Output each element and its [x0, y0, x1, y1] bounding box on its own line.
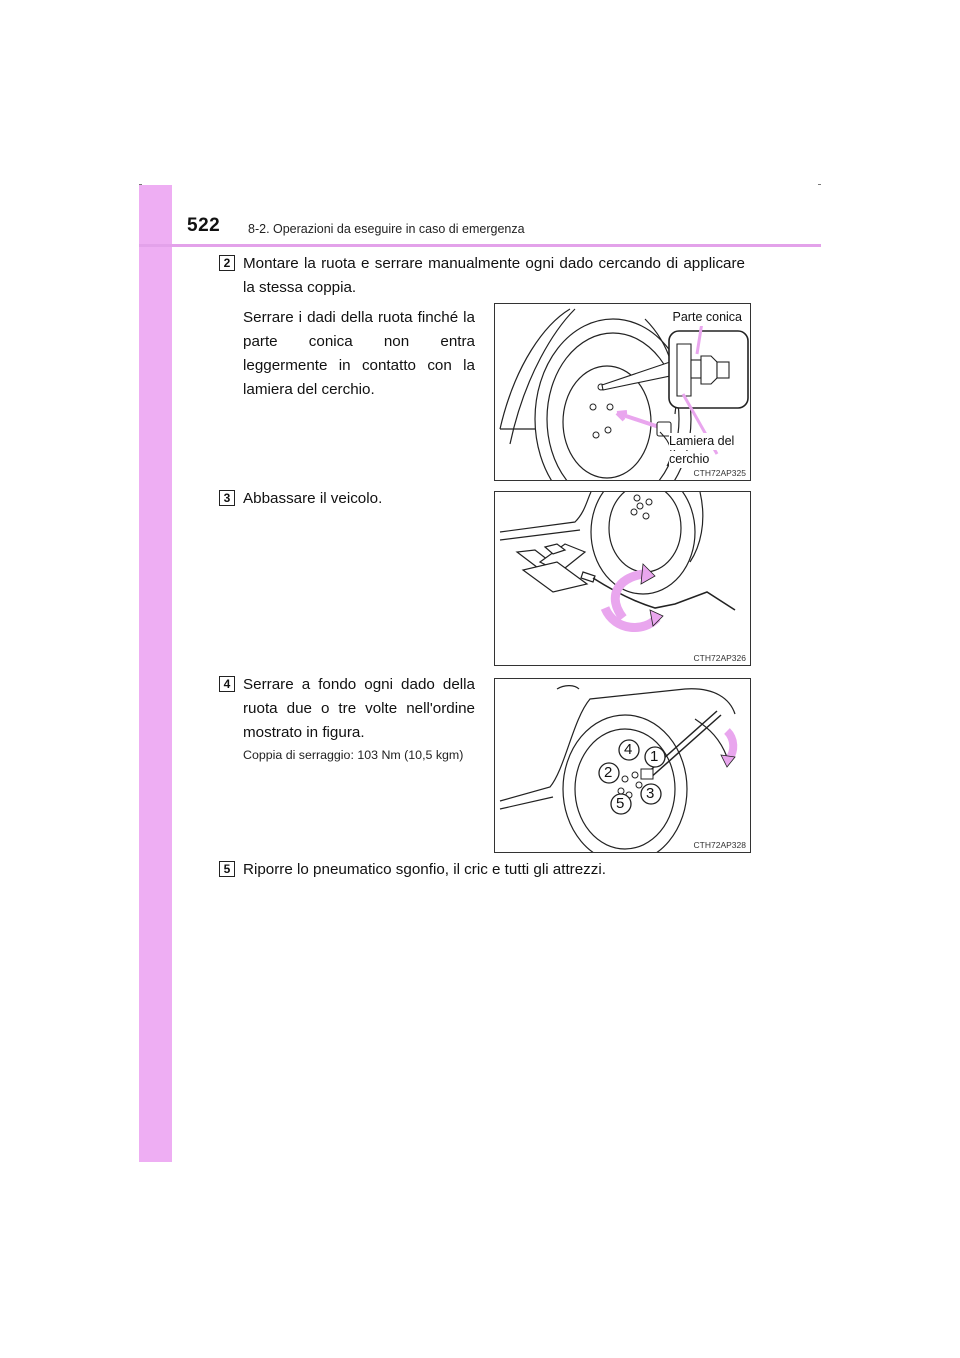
section-title: 8-2. Operazioni da eseguire in caso di emergenza [248, 222, 525, 236]
label-rim-sheet-line2: cerchio [669, 452, 710, 466]
step-2-subtext: Serrare i dadi della ruota finché la parte conica non entra leggermente in contatto con la lamiera del cerchio. [243, 309, 475, 398]
step-number-2: 2 [219, 255, 235, 271]
label-conical-part: Parte conica [672, 310, 742, 324]
jack-lowering-illustration [495, 492, 751, 666]
page-number: 522 [187, 215, 221, 236]
order-label-4: 4 [624, 741, 633, 758]
figure-mount-wheel [494, 303, 751, 481]
step-number-3: 3 [219, 490, 235, 506]
figure-tighten-order [494, 678, 751, 853]
figure-lower-vehicle [494, 491, 751, 666]
step-number-4: 4 [219, 676, 235, 692]
order-label-2: 2 [604, 764, 613, 781]
tighten-order-illustration [495, 679, 751, 853]
step-3-text: Abbassare il veicolo. [243, 490, 383, 507]
label-rim-sheet-line1: Lamiera del [669, 434, 735, 448]
side-tab-bar [139, 185, 172, 1162]
wheel-mount-illustration [495, 304, 751, 481]
figure-code: CTH72AP328 [693, 840, 746, 850]
figure-code: CTH72AP326 [693, 653, 746, 663]
crop-mark [818, 184, 821, 185]
order-label-1: 1 [650, 748, 659, 765]
figure-code: CTH72AP325 [693, 468, 746, 478]
torque-note: Coppia di serraggio: 103 Nm (10,5 kgm) [243, 748, 464, 762]
order-label-5: 5 [616, 795, 625, 812]
crop-mark [139, 184, 142, 185]
step-4-text: Serrare a fondo ogni dado della ruota due o tre volte nell'ordine mostrato in figura. [243, 676, 475, 741]
step-2-text: Montare la ruota e serrare manualmente ogni dado cercando di applicare la stessa coppia. [243, 255, 745, 296]
order-label-3: 3 [646, 785, 655, 802]
header-rule [139, 244, 821, 247]
step-5-text: Riporre lo pneumatico sgonfio, il cric e tutti gli attrezzi. [243, 861, 606, 878]
step-number-5: 5 [219, 861, 235, 877]
